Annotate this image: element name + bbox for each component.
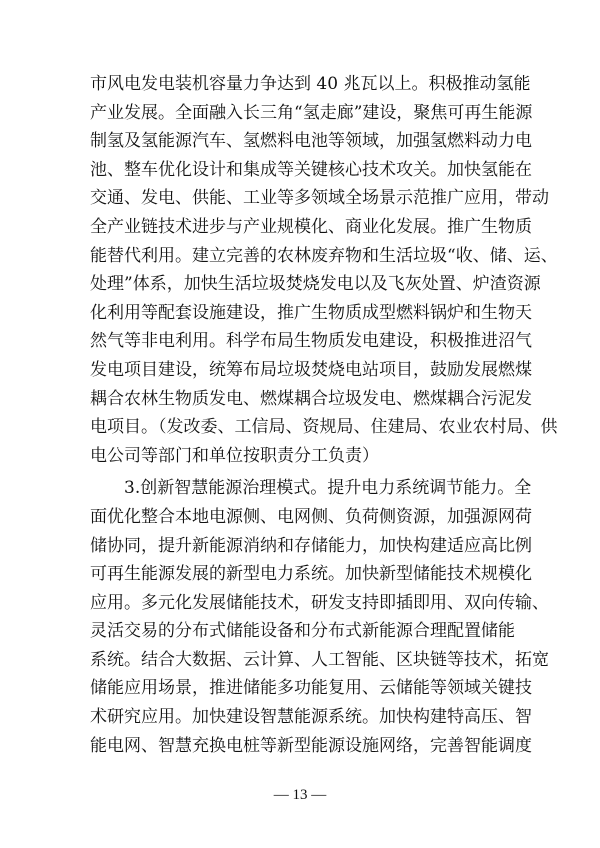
text-line: 灵活交易的分布式储能设备和分布式新能源合理配置储能 bbox=[90, 621, 515, 642]
text-line: 电公司等部门和单位按职责分工负责） bbox=[90, 445, 379, 466]
text-line: 能电网、智慧充换电桩等新型能源设施网络，完善智能调度 bbox=[90, 735, 532, 756]
page-number: — 13 — bbox=[273, 787, 327, 803]
text-line: 电项目。（发改委、工信局、资规局、住建局、农业农村局、供 bbox=[90, 417, 558, 438]
text-line: 制氢及氢能源汽车、氢燃料电池等领域，加强氢燃料动力电 bbox=[90, 131, 532, 152]
text-line: 储协同，提升新能源消纳和存储能力，加快构建适应高比例 bbox=[90, 535, 532, 556]
text-line: 面优化整合本地电源侧、电网侧、负荷侧资源，加强源网荷 bbox=[90, 506, 532, 527]
text-line: 能替代利用。建立完善的农林废弃物和生活垃圾“收、储、运、 bbox=[90, 245, 558, 266]
text-line: 系统。结合大数据、云计算、人工智能、区块链等技术，拓宽 bbox=[90, 649, 549, 670]
text-line: 池、整车优化设计和集成等关键核心技术攻关。加快氢能在 bbox=[90, 159, 532, 180]
text-line: 应用。多元化发展储能技术，研发支持即插即用、双向传输、 bbox=[90, 592, 549, 613]
text-line: 耦合农林生物质发电、燃煤耦合垃圾发电、燃煤耦合污泥发 bbox=[90, 388, 532, 409]
text-line: 市风电发电装机容量力争达到 40 兆瓦以上。积极推动氢能 bbox=[90, 74, 531, 94]
text-line: 处理”体系，加快生活垃圾焚烧发电以及飞灰处置、炉渣资源 bbox=[90, 274, 541, 295]
text-line: 储能应用场景，推进储能多功能复用、云储能等领域关键技 bbox=[90, 678, 532, 699]
body-text bbox=[90, 70, 558, 760]
text-line: 化利用等配套设施建设，推广生物质成型燃料锅炉和生物天 bbox=[90, 302, 532, 323]
text-line: 交通、发电、供能、工业等多领域全场景示范推广应用，带动 bbox=[90, 188, 549, 209]
text-line: 产业发展。全面融入长三角“氢走廊”建设，聚焦可再生能源 bbox=[90, 102, 533, 123]
text-line: 术研究应用。加快建设智慧能源系统。加快构建特高压、智 bbox=[90, 707, 532, 728]
text-line: 然气等非电利用。科学布局生物质发电建设，积极推进沼气 bbox=[90, 331, 532, 352]
text-line: 全产业链技术进步与产业规模化、商业化发展。推广生物质 bbox=[90, 216, 532, 237]
text-line: 3.创新智慧能源治理模式。提升电力系统调节能力。全 bbox=[124, 478, 532, 499]
text-line: 发电项目建设，统筹布局垃圾焚烧电站项目，鼓励发展燃煤 bbox=[90, 359, 532, 380]
text-line: 可再生能源发展的新型电力系统。加快新型储能技术规模化 bbox=[90, 564, 532, 585]
